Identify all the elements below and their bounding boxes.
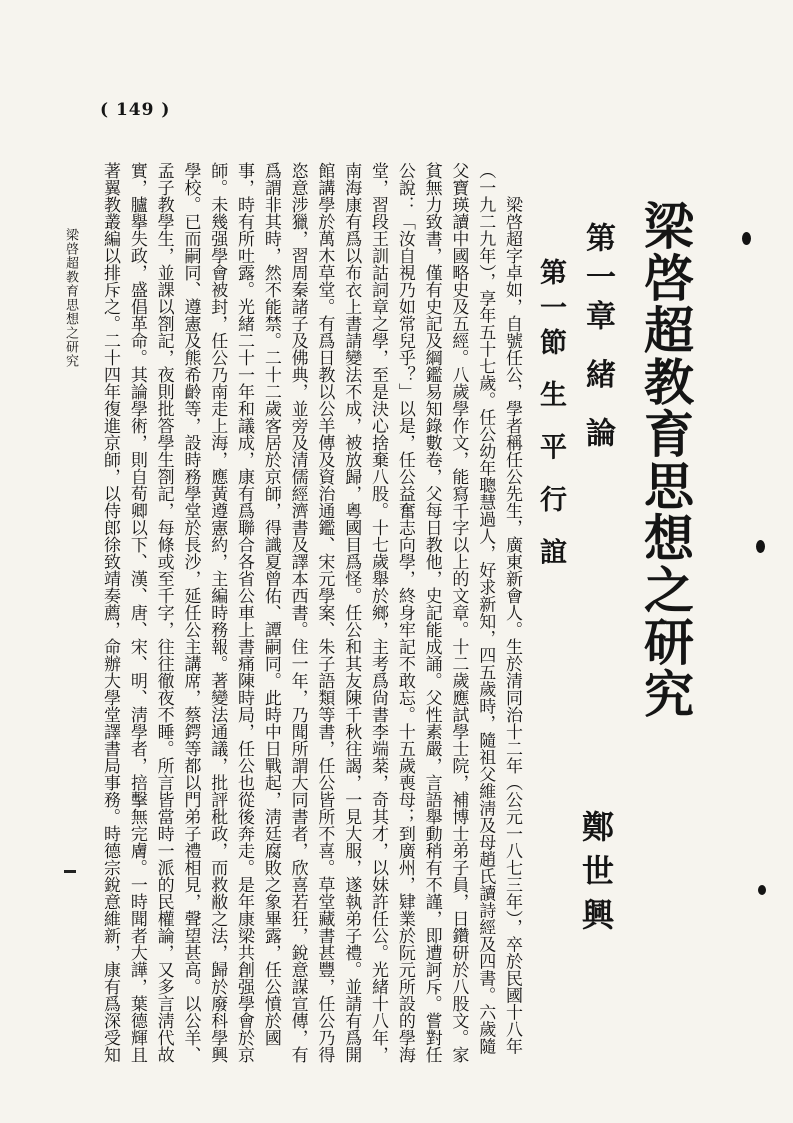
chapter-heading: 第一章 緒 論	[580, 222, 615, 456]
section-heading: 第一節 生 平 行 誼	[535, 258, 566, 573]
page-number: ( 149 )	[100, 100, 171, 120]
running-head: 梁啓超教育思想之研究	[63, 228, 78, 368]
author-name: 鄭世興	[577, 810, 615, 942]
article-title: 梁啓超教育思想之研究	[636, 200, 695, 720]
body-paragraph: 梁啓超字卓如，自號任公，學者稱任公先生，廣東新會人。生於清同治十二年（公元一八七三年），卒於民國十八年（一九二九年），享年五十七歲。任公幼年聰慧過人，好求新知，四五歲時，隨祖父維淸及母趙氏讀詩經及四書。六歲隨父寶瑛讀中國略史及五經。八歲學作文，能寫千字以上的文章。十二歲應試學士院，補博士弟子員，日鑽研於八股文。家貧無力致書，僅有史記及綱鑑易知錄數卷，父每日教他，史記能成誦。父性素嚴，言語舉動稍有不謹，即遭訶斥。嘗對任公說：「汝自視乃如常兒乎？」以是，任公益奮志向學，終身牢記不敢忘。十五歲喪母；到廣州，肄業於阮元所設的學海堂，習段王訓詁詞章之學，至是決心捨棄八股。十七歲舉於鄉，主考爲尙書李端棻，奇其才，以妹許任公。光緒十八年，南海康有爲以布衣上書請變法不成，被放歸，粵國目爲怪。任公和其友陳千秋往謁，一見大服，遂執弟子禮。並請有爲開館講學於萬木草堂。有爲日教以公羊傳及資治通鑑、宋元學案、朱子語類等書，任公皆所不喜。草堂藏書甚豐，任公乃得恣意涉獵，習周秦諸子及佛典，並旁及清儒經濟書及譯本西書。住一年，乃聞所謂大同書者，欣喜若狂，銳意謀宣傳，有爲謂非其時，然不能禁。二十二歲客居於京師，得識夏曾佑、譚嗣同。此時中日戰起，淸廷腐敗之象畢露，任公憤於國事，時有所吐露。光緒二十一年和議成，康有爲聯合各省公車上書痛陳時局，任公也從後奔走。是年康梁共創强學會於京師。未幾强學會被封，任公乃南走上海，應黃遵憲約，主編時務報。著變法通議，批評秕政，而救敝之法，歸於廢科學興學校。已而嗣同、遵憲及熊希齡等，設時務學堂於長沙，延任公主講席，蔡鍔等都以門弟子禮相見，聲望甚高。以公羊、孟子教學生，並課以劄記，夜則批答學生劄記，每條或至千字，往往徹夜不睡。所言皆當時一派的民權論，又多言淸代故實，臚擧失政，盛倡革命。其論學術，則自荀卿以下、漢、唐、宋、明、淸學者，掊擊無完膚。一時聞者大譁，葉德輝且著翼教叢編以排斥之。二十四年復進京師，以侍郎徐致靖奏薦，命辦大學堂譯書局事務。時德宗銳意維新，康有爲深受知	[100, 162, 522, 1063]
body-text	[96, 162, 525, 1064]
binding-hole-mark	[758, 885, 766, 895]
margin-mark	[64, 870, 76, 873]
binding-hole-mark	[742, 232, 751, 245]
binding-hole-mark	[756, 540, 765, 553]
